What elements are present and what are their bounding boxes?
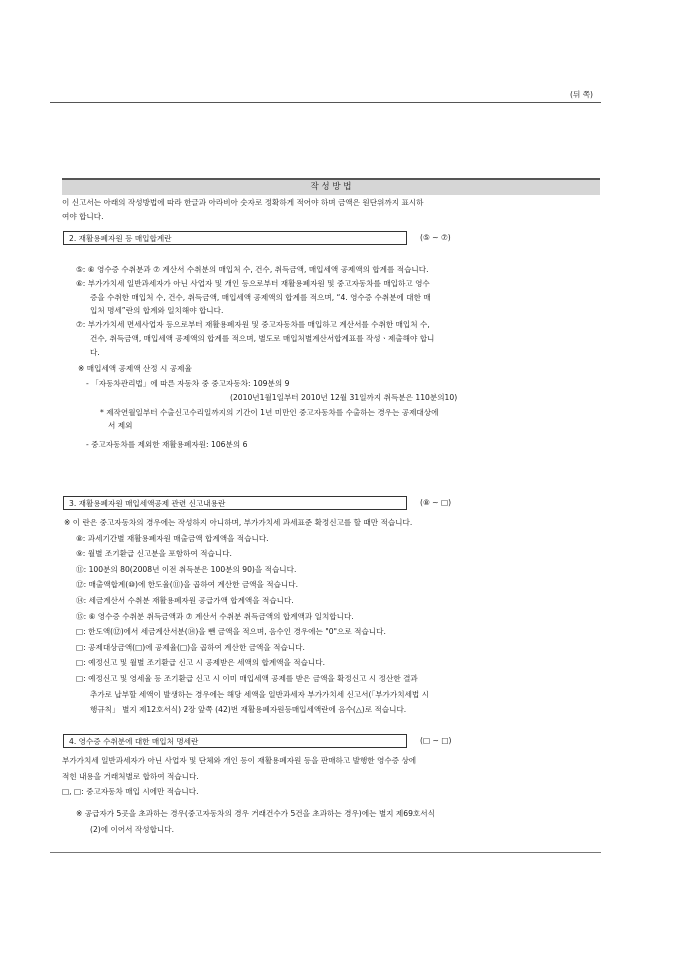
item-line: ⑨: 월별 조기환급 신고분을 포함하여 적습니다. xyxy=(76,549,232,559)
item-line: ⑤: ⑥ 영수증 수취분과 ⑦ 계산서 수취분의 매입처 수, 건수, 취득금액, 매입세액 공제액의 합계를 적습니다. xyxy=(76,265,429,274)
item-line: 적힌 내용을 거래처별로 합하여 적습니다. xyxy=(62,771,199,781)
item-line: 행규칙」 별지 제12호서식) 2장 앞쪽 (42)번 재활용폐자원등매입세액란에 음수(△)로 적습니다. xyxy=(90,705,407,715)
item-line: □: 공제대상금액(□)에 공제율(□)을 곱하여 계산한 금액을 적습니다. xyxy=(76,642,305,652)
top-rule xyxy=(50,102,601,103)
item-line: □: 예정신고 및 영세율 등 조기환급 신고 시 이미 매입세액 공제를 받은 금액을 확정신고 시 정산한 결과 xyxy=(76,673,418,683)
item-line: ⑪: 100분의 80(2008년 이전 취득분은 100분의 90)을 적습니다. xyxy=(76,564,297,574)
note-line: - 「자동차관리법」에 따른 자동차 중 중고자동차: 109분의 9 xyxy=(86,378,290,388)
item-line: 추가로 납부할 세액이 발생하는 경우에는 해당 세액을 일반과세자 부가가치세 신고서(「부가가치세법 시 xyxy=(90,689,429,699)
note-line: * 제작연월일부터 수출신고수리일까지의 기간이 1년 미만인 중고자동차를 수출하는 경우는 공제대상에 xyxy=(100,407,439,417)
section-2-notes xyxy=(78,362,457,452)
bottom-rule xyxy=(50,852,601,853)
note-line: (2010년1월1일부터 2010년 12월 31일까지 취득분은 110분의10) xyxy=(230,393,458,402)
note-line: ※ 공급자가 5곳을 초과하는 경우(중고자동차의 경우 거래건수가 5건을 초과하는 경우)에는 별지 제69호서식 xyxy=(76,809,435,818)
item-line: ⑭: 세금계산서 수취분 재활용폐자원 공급가액 합계액을 적습니다. xyxy=(76,595,294,605)
section-2-box: 2. 재활용폐자원 등 매입합계란 xyxy=(63,231,407,245)
item-line: 다. xyxy=(90,347,100,357)
section-4-notes xyxy=(76,806,435,837)
intro-line: 여야 합니다. xyxy=(62,211,104,221)
item-line: 입처 명세”란의 합계와 일치해야 합니다. xyxy=(90,306,224,316)
item-line: ※ 이 란은 중고자동차의 경우에는 작성하지 아니하며, 부가가치세 과세표준 확정신고를 할 때만 적습니다. xyxy=(64,518,413,527)
item-line: ⑫: 매출액합계(⑩)에 한도율(⑪)을 곱하여 계산한 금액을 적습니다. xyxy=(76,580,299,590)
note-line: 서 제외 xyxy=(108,420,133,430)
section-3-lines xyxy=(64,515,429,718)
intro-line: 이 신고서는 아래의 작성방법에 따라 한글과 아라비아 숫자로 정확하게 적어야 하며 금액은 원단위까지 표시하 xyxy=(62,198,424,207)
section-4-lines xyxy=(62,753,416,800)
item-line: 부가가치세 일반과세자가 아닌 사업자 및 단체와 개인 등이 재활용폐자원 등을 판매하고 발행한 영수증 상에 xyxy=(62,756,417,765)
note-line: ※ 매입세액 공제액 산정 시 공제율 xyxy=(78,364,192,373)
section-3-ref: (⑧ ~ □) xyxy=(420,498,452,507)
item-line: ⑮: ⑥ 영수증 수취분 취득금액과 ⑦ 계산서 수취분 취득금액의 합계액과 일치합니다. xyxy=(76,611,354,621)
section-4-box: 4. 영수증 수취분에 대한 매입처 명세란 xyxy=(63,734,407,748)
section-2-ref: (⑤ ~ ⑦) xyxy=(420,233,451,242)
item-line: ⑧: 과세기간별 재활용폐자원 매출금액 합계액을 적습니다. xyxy=(76,533,269,543)
section-2-items xyxy=(76,263,434,360)
section-3-box: 3. 재활용폐자원 매입세액공제 관련 신고내용란 xyxy=(63,496,407,510)
intro-paragraph xyxy=(62,196,423,224)
item-line: 건수, 취득금액, 매입세액 공제액의 합계를 적으며, 별도로 매입처별계산서합계표를 작성ㆍ제출해야 합니 xyxy=(90,333,435,343)
item-line: □: 예정신고 및 월별 조기환급 신고 시 공제받은 세액의 합계액을 적습니다. xyxy=(76,658,326,668)
note-line: (2)에 이어서 작성합니다. xyxy=(90,824,175,834)
note-line: - 중고자동차를 제외한 재활용폐자원: 106분의 6 xyxy=(86,439,248,449)
page-side-label: (뒤 쪽) xyxy=(570,90,594,99)
title-text: 작 성 방 법 xyxy=(310,182,352,192)
item-line: □: 한도액(⑫)에서 세금계산서분(⑭)을 뺀 금액을 적으며, 음수인 경우에는 "0"으로 적습니다. xyxy=(76,627,386,637)
item-line: □, □: 중고자동차 매입 시에만 적습니다. xyxy=(62,787,199,797)
item-line: 증을 수취한 매입처 수, 건수, 취득금액, 매입세액 공제액의 합계를 적으며, “4. 영수증 수취분에 대한 매 xyxy=(90,292,431,302)
title-bar xyxy=(62,178,600,195)
item-line: ⑥: 부가가치세 일반과세자가 아닌 사업자 및 개인 등으로부터 재활용폐자원 및 중고자동차를 매입하고 영수 xyxy=(76,278,430,288)
item-line: ⑦: 부가가치세 면세사업자 등으로부터 재활용폐자원 및 중고자동차를 매입하고 계산서를 수취한 매입처 수, xyxy=(76,320,430,330)
section-4-ref: (□ ~ □) xyxy=(420,736,452,745)
